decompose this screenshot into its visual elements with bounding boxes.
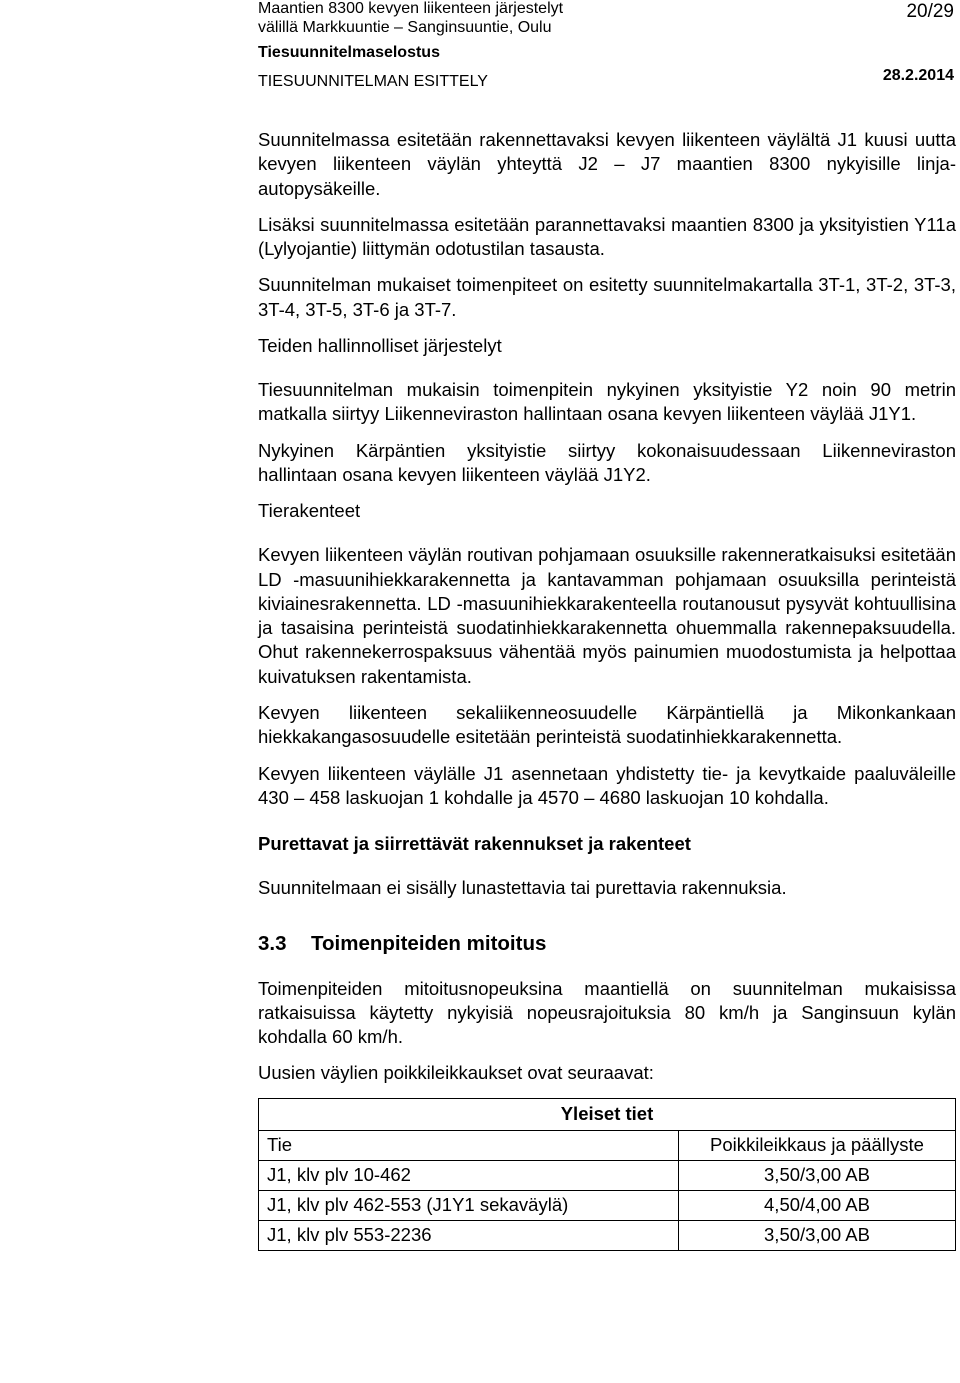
table-row: [259, 1160, 956, 1190]
paragraph: Nykyinen Kärpäntien yksityistie siirtyy kokonaisuudessaan Liikenneviraston hallintaan osana kevyen liikenteen väylää J1Y2.: [258, 439, 956, 485]
paragraph: Kevyen liikenteen väylän routivan pohjamaan osuuksille rakenneratkaisuksi esitetään LD -masuunihiekkarakennetta ja kantavamman pohjamaan osuuksilla perinteistä kiviainesrakennetta. LD -masuunihiekkarakenteella routanousut pysyvät kohtuullisina ja tasaisina perinteistä suodatinhiekkarakennetta ohuemmalla rakennepaksuudella. Ohut rakennekerrospaksuus vähentää myös painumien muodostumista ja helpottaa kuivatuksen rakentamista.: [258, 544, 956, 687]
table-caption: Yleiset tiet: [259, 1098, 956, 1130]
page-header: [258, 0, 958, 100]
table-cell-poikkileikkaus: 4,50/4,00 AB: [679, 1190, 956, 1220]
paragraph: Tiesuunnitelman mukaisin toimenpitein nykyinen yksityistie Y2 noin 90 metrin matkalla siirtyy Liikenneviraston hallintaan osana kevyen liikenteen väylää J1Y1.: [258, 379, 956, 425]
header-date: 28.2.2014: [882, 67, 954, 84]
section-heading: [258, 931, 956, 957]
table-header-tie: Tie: [259, 1130, 679, 1160]
paragraph: Uusien väylien poikkileikkaukset ovat seuraavat:: [258, 1062, 654, 1084]
table-cell-poikkileikkaus: 3,50/3,00 AB: [679, 1220, 956, 1250]
section-number: 3.3: [258, 931, 287, 955]
header-document-title: Tiesuunnitelmaselostus: [258, 44, 440, 61]
paragraph: Kevyen liikenteen väylälle J1 asennetaan yhdistetty tie- ja kevytkaide paaluväleille 430 – 458 laskuojan 1 kohdalle ja 4570 – 4680 laskuojan 10 kohdalla.: [258, 762, 956, 808]
paragraph: Suunnitelmaan ei sisälly lunastettavia tai purettavia rakennuksia.: [258, 877, 787, 899]
paragraph: Toimenpiteiden mitoitusnopeuksina maantiellä on suunnitelman mukaisissa ratkaisuissa käytetty nykyisiä nopeusrajoituksia 80 km/h ja Sanginsuun kylän kohdalla 60 km/h.: [258, 977, 956, 1048]
table-cell-tie: J1, klv plv 462-553 (J1Y1 sekaväylä): [259, 1190, 679, 1220]
section-title: Toimenpiteiden mitoitus: [311, 931, 547, 955]
paragraph: Lisäksi suunnitelmassa esitetään parannettavaksi maantien 8300 ja yksityistien Y11a (Lylyojantie) liittymän odotustilan tasausta.: [258, 213, 956, 260]
paragraph: Suunnitelman mukaiset toimenpiteet on esitetty suunnitelmakartalla 3T-1, 3T-2, 3T-3, 3T-4, 3T-5, 3T-6 ja 3T-7.: [258, 274, 956, 320]
subheading-tierakenteet: Tierakenteet: [258, 500, 361, 522]
table-cell-tie: J1, klv plv 10-462: [259, 1160, 679, 1190]
table-cell-poikkileikkaus: 3,50/3,00 AB: [679, 1160, 956, 1190]
table-cell-tie: J1, klv plv 553-2236: [259, 1220, 679, 1250]
paragraph: Kevyen liikenteen sekaliikenneosuudelle Kärpäntiellä ja Mikonkankaan hiekkakangasosuudelle esitetään perinteistä suodatinhiekkarakennetta.: [258, 702, 956, 748]
header-project-line1: Maantien 8300 kevyen liikenteen järjestelyt: [258, 0, 564, 17]
subheading-purettavat-rakennukset: Purettavat ja siirrettävät rakennukset ja rakenteet: [258, 833, 691, 855]
table-row: [259, 1220, 956, 1250]
header-page-number: 20/29: [906, 1, 954, 22]
document-body: [258, 128, 956, 1251]
header-section-name: TIESUUNNITELMAN ESITTELY: [258, 73, 488, 90]
table-header-poikkileikkaus: Poikkileikkaus ja päällyste: [679, 1130, 956, 1160]
header-project-line2: välillä Markkuuntie – Sanginsuuntie, Oulu: [258, 19, 552, 36]
subheading-hallinnolliset-jarjestelyt: Teiden hallinnolliset järjestelyt: [258, 335, 502, 357]
paragraph: Suunnitelmassa esitetään rakennettavaksi kevyen liikenteen väylältä J1 kuusi uutta kevyen liikenteen väylän yhteyttä J2 – J7 maantien 8300 nykyisille linja-autopysäkeille.: [258, 129, 956, 199]
cross-section-table: [258, 1098, 956, 1251]
table-row: [259, 1190, 956, 1220]
